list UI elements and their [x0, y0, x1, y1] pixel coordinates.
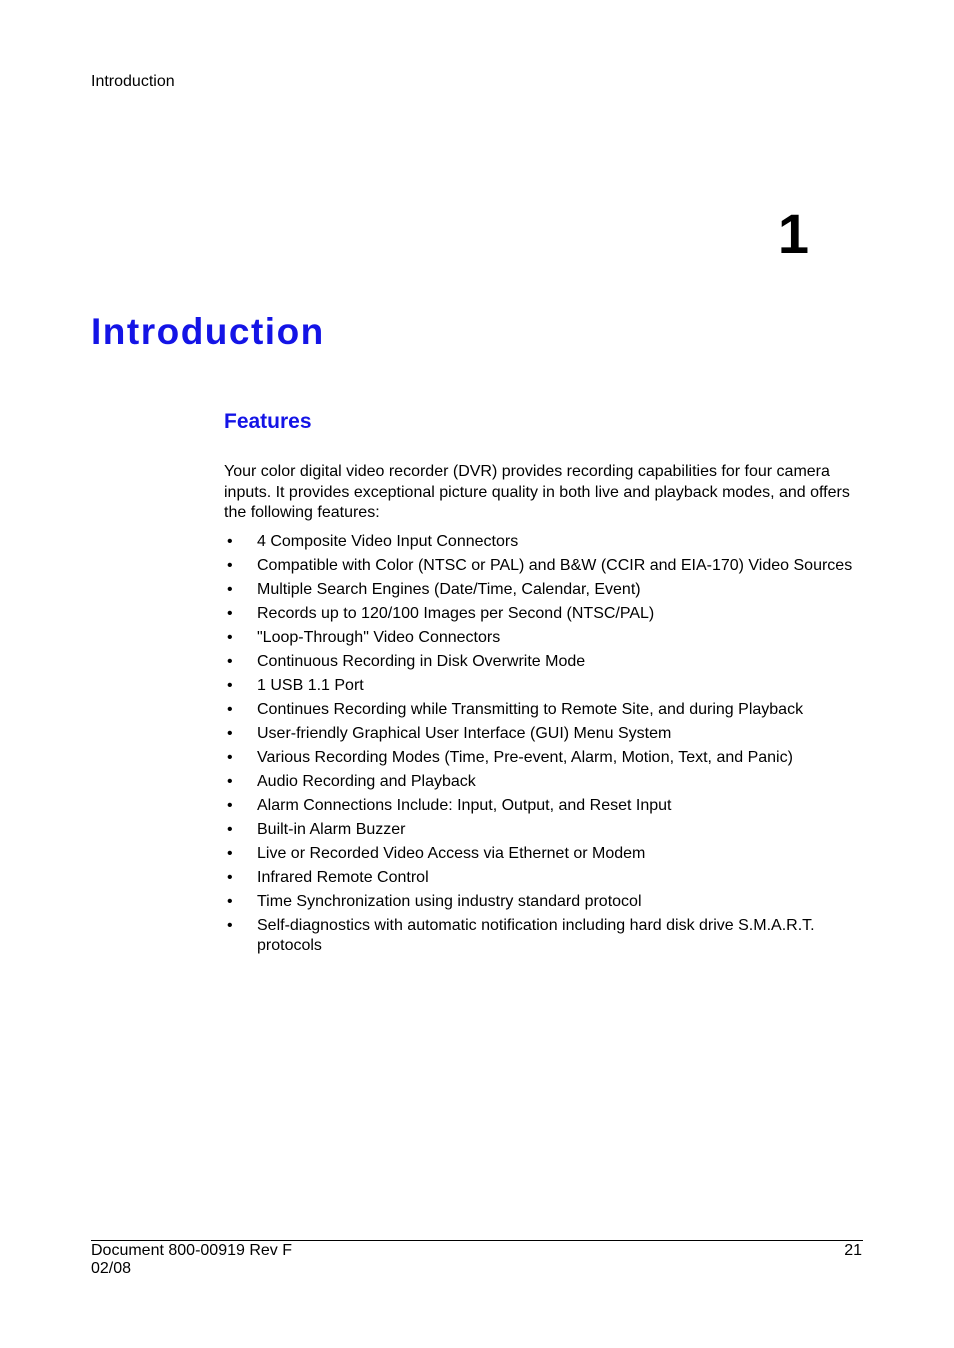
section-heading: Features [224, 410, 312, 433]
feature-item: • Audio Recording and Playback [224, 772, 864, 793]
feature-item: • Continues Recording while Transmitting to Remote Site, and during Playback [224, 700, 864, 721]
feature-item: • Compatible with Color (NTSC or PAL) and B&W (CCIR and EIA-170) Video Sources [224, 556, 864, 577]
feature-item: • Various Recording Modes (Time, Pre-event, Alarm, Motion, Text, and Panic) [224, 748, 864, 769]
feature-item: • 1 USB 1.1 Port [224, 676, 864, 697]
feature-item: • Alarm Connections Include: Input, Output, and Reset Input [224, 796, 864, 817]
footer-document-number: Document 800-00919 Rev F [91, 1242, 292, 1259]
feature-item: • User-friendly Graphical User Interface (GUI) Menu System [224, 724, 864, 745]
feature-item: • Multiple Search Engines (Date/Time, Calendar, Event) [224, 580, 864, 601]
intro-paragraph: Your color digital video recorder (DVR) provides recording capabilities for four camera inputs. It provides exceptional picture quality in both live and playback modes, and offers the following features: [224, 463, 850, 522]
footer-page-number: 21 [844, 1242, 862, 1259]
feature-item: • Time Synchronization using industry standard protocol [224, 892, 864, 913]
feature-item: • Infrared Remote Control [224, 868, 864, 889]
footer-divider [91, 1240, 863, 1241]
chapter-title: Introduction [91, 311, 325, 352]
feature-item: • "Loop-Through" Video Connectors [224, 628, 864, 649]
footer-document-date: 02/08 [91, 1260, 132, 1277]
feature-item: • 4 Composite Video Input Connectors [224, 532, 864, 553]
feature-item: • Continuous Recording in Disk Overwrite Mode [224, 652, 864, 673]
running-header: Introduction [91, 73, 175, 90]
feature-list [224, 532, 864, 960]
feature-item: • Live or Recorded Video Access via Ethernet or Modem [224, 844, 864, 865]
feature-item: • Self-diagnostics with automatic notification including hard disk drive S.M.A.R.T. protocols [224, 916, 864, 957]
feature-item: • Built-in Alarm Buzzer [224, 820, 864, 841]
footer-document-info [91, 1242, 292, 1278]
feature-item: • Records up to 120/100 Images per Second (NTSC/PAL) [224, 604, 864, 625]
chapter-number: 1 [777, 202, 809, 265]
